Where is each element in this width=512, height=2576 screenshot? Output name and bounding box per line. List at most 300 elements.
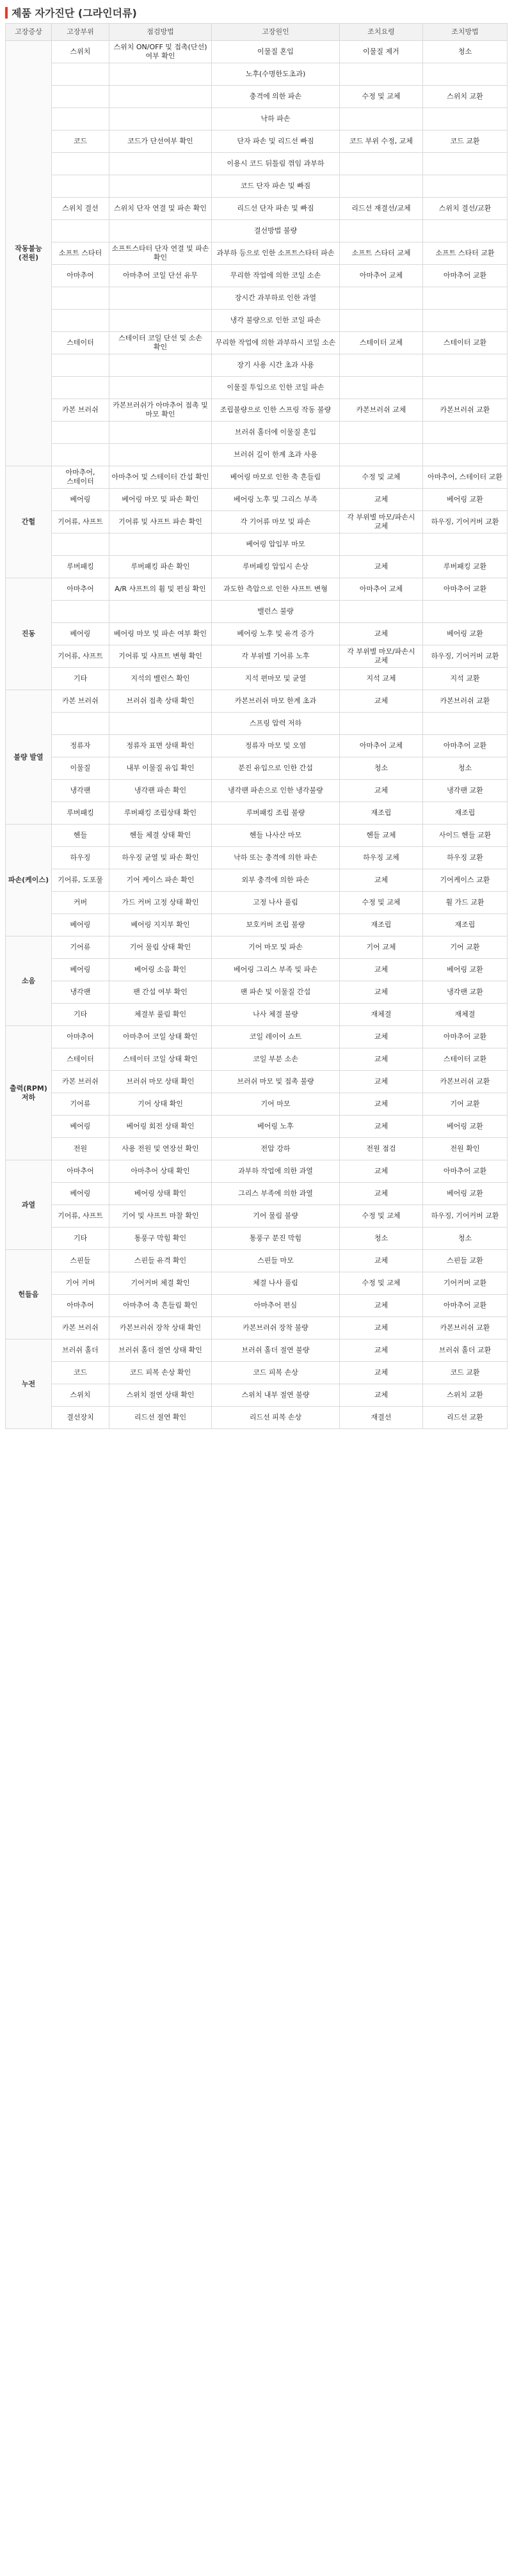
cell-action-method — [423, 354, 508, 377]
cell-action-guide: 교체 — [340, 1093, 423, 1116]
cell-check — [109, 86, 212, 108]
cell-check: 기어 케이스 파손 확인 — [109, 869, 212, 892]
cell-cause: 과부하 작업에 의한 과열 — [212, 1160, 340, 1183]
cell-action-guide — [340, 310, 423, 332]
cell-part: 베어링 — [52, 623, 109, 645]
cell-part — [52, 175, 109, 198]
cell-part — [52, 108, 109, 130]
cell-action-method: 카본브러쉬 교환 — [423, 690, 508, 713]
cell-cause: 카본브러쉬 마모 한계 초과 — [212, 690, 340, 713]
cell-action-guide: 카본브러쉬 교체 — [340, 399, 423, 422]
table-row — [6, 1048, 508, 1071]
cell-cause: 스핀들 마모 — [212, 1250, 340, 1272]
table-row — [6, 914, 508, 936]
cell-part: 하우징 — [52, 847, 109, 869]
cell-action-method: 베어링 교환 — [423, 1183, 508, 1205]
cell-action-method: 지석 교환 — [423, 668, 508, 690]
cell-action-guide: 전원 점검 — [340, 1138, 423, 1160]
cell-cause: 나사 체결 불량 — [212, 1004, 340, 1026]
cell-action-guide: 수정 및 교체 — [340, 1272, 423, 1295]
cell-action-guide: 소프트 스타터 교체 — [340, 242, 423, 265]
title-accent-bar — [5, 7, 8, 19]
cell-cause: 냉각팬 파손으로 인한 냉각불량 — [212, 780, 340, 802]
cell-check: 베어링 마모 및 파손 여부 확인 — [109, 623, 212, 645]
cell-part — [52, 220, 109, 242]
cell-action-method — [423, 287, 508, 310]
cell-check: 가드 커버 고정 상태 확인 — [109, 892, 212, 914]
table-row — [6, 41, 508, 63]
cell-check — [109, 422, 212, 444]
cell-check: 베어링 소음 확인 — [109, 959, 212, 981]
cell-part: 아마추어 — [52, 1295, 109, 1317]
cell-cause: 리드선 단자 파손 및 빠짐 — [212, 198, 340, 220]
cell-part: 베어링 — [52, 914, 109, 936]
table-body — [6, 41, 508, 1429]
cell-check: 아마추어 코일 단선 유무 — [109, 265, 212, 287]
cell-symptom: 불량 발열 — [6, 690, 52, 825]
cell-action-guide: 수정 및 교체 — [340, 466, 423, 489]
cell-action-guide: 교체 — [340, 1048, 423, 1071]
cell-part: 전원 — [52, 1138, 109, 1160]
cell-action-method: 하우징, 기어커버 교환 — [423, 511, 508, 533]
cell-check: 사용 전원 및 연장선 확인 — [109, 1138, 212, 1160]
cell-cause: 전압 강하 — [212, 1138, 340, 1160]
table-row — [6, 287, 508, 310]
cell-action-method: 기어케이스 교환 — [423, 869, 508, 892]
table-row — [6, 1138, 508, 1160]
cell-action-method: 기어커버 교환 — [423, 1272, 508, 1295]
cell-check: 통풍구 막힘 확인 — [109, 1228, 212, 1250]
cell-part: 카본 브러쉬 — [52, 1071, 109, 1093]
cell-cause: 과도한 측압으로 인한 샤프트 변형 — [212, 578, 340, 601]
cell-check: 브러쉬 마모 상태 확인 — [109, 1071, 212, 1093]
cell-check — [109, 601, 212, 623]
cell-cause: 노후(수명한도초과) — [212, 63, 340, 86]
cell-check: 아마추어 축 흔들림 확인 — [109, 1295, 212, 1317]
cell-action-method: 베어링 교환 — [423, 959, 508, 981]
cell-cause: 체결 나사 풀림 — [212, 1272, 340, 1295]
cell-action-guide — [340, 287, 423, 310]
cell-part: 카본 브러쉬 — [52, 690, 109, 713]
cell-action-method: 베어링 교환 — [423, 489, 508, 511]
header-check: 점검방법 — [109, 24, 212, 41]
cell-check: 스핀들 유격 확인 — [109, 1250, 212, 1272]
table-row — [6, 578, 508, 601]
table-row — [6, 1250, 508, 1272]
cell-check: 지석의 밸런스 확인 — [109, 668, 212, 690]
cell-part: 아마추어 — [52, 578, 109, 601]
cell-check: 스위치 절연 상태 확인 — [109, 1384, 212, 1407]
cell-action-guide: 교체 — [340, 489, 423, 511]
cell-cause: 낙하 파손 — [212, 108, 340, 130]
cell-part: 스테이터 — [52, 332, 109, 354]
cell-cause: 이물질 혼입 — [212, 41, 340, 63]
table-row — [6, 757, 508, 780]
cell-action-guide: 교체 — [340, 1317, 423, 1339]
table-row — [6, 1407, 508, 1429]
cell-part: 기어류 — [52, 936, 109, 959]
cell-cause: 밸런스 불량 — [212, 601, 340, 623]
cell-check — [109, 220, 212, 242]
cell-check: 루버패킹 조립상태 확인 — [109, 802, 212, 825]
cell-check: 베어링 회전 상태 확인 — [109, 1116, 212, 1138]
table-row — [6, 645, 508, 668]
table-row — [6, 63, 508, 86]
table-row — [6, 780, 508, 802]
cell-action-guide: 아마추어 교체 — [340, 735, 423, 757]
cell-check: 정류자 표면 상태 확인 — [109, 735, 212, 757]
cell-action-guide: 리드선 재결선/교체 — [340, 198, 423, 220]
cell-cause: 브러쉬 마모 및 접촉 불량 — [212, 1071, 340, 1093]
cell-part: 이물질 — [52, 757, 109, 780]
cell-cause: 코드 단자 파손 및 빠짐 — [212, 175, 340, 198]
cell-action-guide: 아마추어 교체 — [340, 578, 423, 601]
cell-action-method: 냉각팬 교환 — [423, 981, 508, 1004]
cell-part: 스위치 결선 — [52, 198, 109, 220]
cell-action-guide: 헨들 교체 — [340, 825, 423, 847]
cell-cause: 분진 유입으로 인한 간섭 — [212, 757, 340, 780]
cell-cause: 보호커버 조립 불량 — [212, 914, 340, 936]
table-row — [6, 533, 508, 556]
cell-action-method: 아마추어 교환 — [423, 1160, 508, 1183]
cell-part: 헨들 — [52, 825, 109, 847]
cell-part — [52, 713, 109, 735]
cell-action-method: 냉각팬 교환 — [423, 780, 508, 802]
cell-cause: 단자 파손 및 리드선 빠짐 — [212, 130, 340, 153]
cell-action-guide: 스테이터 교체 — [340, 332, 423, 354]
cell-action-guide — [340, 153, 423, 175]
cell-action-guide: 교체 — [340, 1071, 423, 1093]
cell-symptom: 누전 — [6, 1339, 52, 1429]
table-row — [6, 1026, 508, 1048]
cell-action-method: 하우징, 기어커버 교환 — [423, 645, 508, 668]
cell-cause: 스프링 압력 저하 — [212, 713, 340, 735]
cell-part: 스위치 — [52, 1384, 109, 1407]
cell-action-method — [423, 108, 508, 130]
cell-cause: 고정 나사 풀림 — [212, 892, 340, 914]
cell-part: 베어링 — [52, 959, 109, 981]
cell-action-method — [423, 63, 508, 86]
cell-part — [52, 63, 109, 86]
cell-action-guide: 교체 — [340, 690, 423, 713]
cell-cause: 냉각 불량으로 인한 코일 파손 — [212, 310, 340, 332]
cell-check — [109, 533, 212, 556]
cell-action-method: 코드 교환 — [423, 130, 508, 153]
cell-check: 소프트스타터 단자 연결 및 파손 확인 — [109, 242, 212, 265]
table-row — [6, 108, 508, 130]
cell-check: 스위치 ON/OFF 및 접촉(단선)여부 확인 — [109, 41, 212, 63]
cell-cause: 베어링 그리스 부족 및 파손 — [212, 959, 340, 981]
cell-action-guide: 지석 교체 — [340, 668, 423, 690]
cell-part: 베어링 — [52, 1183, 109, 1205]
cell-part — [52, 601, 109, 623]
cell-action-guide: 청소 — [340, 757, 423, 780]
cell-check — [109, 108, 212, 130]
table-row — [6, 892, 508, 914]
cell-part — [52, 354, 109, 377]
table-row — [6, 466, 508, 489]
cell-part: 스테이터 — [52, 1048, 109, 1071]
cell-cause: 카본브러쉬 장착 불량 — [212, 1317, 340, 1339]
cell-action-guide: 코드 부위 수정, 교체 — [340, 130, 423, 153]
cell-action-guide: 교체 — [340, 1384, 423, 1407]
cell-check: 루버패킹 파손 확인 — [109, 556, 212, 578]
cell-cause: 루버패킹 압입시 손상 — [212, 556, 340, 578]
cell-part — [52, 86, 109, 108]
table-row — [6, 1228, 508, 1250]
table-header — [6, 24, 508, 41]
cell-part: 루버패킹 — [52, 556, 109, 578]
cell-action-method: 스위치 교환 — [423, 1384, 508, 1407]
cell-part: 베어링 — [52, 1116, 109, 1138]
cell-action-method: 아마추어 교환 — [423, 1026, 508, 1048]
header-cause: 고장원인 — [212, 24, 340, 41]
cell-action-method: 루버패킹 교환 — [423, 556, 508, 578]
cell-action-guide — [340, 220, 423, 242]
table-row — [6, 1384, 508, 1407]
cell-symptom: 작동불능(전원) — [6, 41, 52, 466]
cell-check: 아마추어 및 스테이터 간섭 확인 — [109, 466, 212, 489]
cell-action-method — [423, 175, 508, 198]
cell-cause: 브러쉬 홀더에 이물질 혼입 — [212, 422, 340, 444]
cell-action-guide: 교체 — [340, 1160, 423, 1183]
cell-action-guide — [340, 63, 423, 86]
table-row — [6, 86, 508, 108]
cell-check: 헨들 체결 상태 확인 — [109, 825, 212, 847]
cell-action-guide — [340, 601, 423, 623]
cell-action-method: 베어링 교환 — [423, 623, 508, 645]
cell-action-guide — [340, 108, 423, 130]
cell-check: 카본브러쉬 장착 상태 확인 — [109, 1317, 212, 1339]
cell-part: 스위치 — [52, 41, 109, 63]
page-title: 제품 자가진단 (그라인더류) — [12, 7, 137, 19]
cell-action-guide — [340, 354, 423, 377]
cell-part: 냉각팬 — [52, 780, 109, 802]
cell-part — [52, 153, 109, 175]
cell-action-guide: 교체 — [340, 869, 423, 892]
cell-action-guide — [340, 175, 423, 198]
cell-action-method: 카본브러쉬 교환 — [423, 1317, 508, 1339]
cell-part — [52, 422, 109, 444]
cell-check: 아마추어 상태 확인 — [109, 1160, 212, 1183]
cell-cause: 각 부위별 기어류 노후 — [212, 645, 340, 668]
table-row — [6, 668, 508, 690]
cell-cause: 베어링 노후 및 그리스 부족 — [212, 489, 340, 511]
cell-cause: 스위치 내부 절연 불량 — [212, 1384, 340, 1407]
cell-part: 기어류, 도포물 — [52, 869, 109, 892]
table-row — [6, 489, 508, 511]
cell-check: 기어커버 체결 확인 — [109, 1272, 212, 1295]
cell-part: 정류자 — [52, 735, 109, 757]
cell-check — [109, 354, 212, 377]
cell-action-method: 스테이터 교환 — [423, 1048, 508, 1071]
cell-cause: 그리스 부족에 의한 과열 — [212, 1183, 340, 1205]
cell-cause: 장기 사용 시간 초과 사용 — [212, 354, 340, 377]
cell-cause: 헨들 나사산 마모 — [212, 825, 340, 847]
table-row — [6, 936, 508, 959]
cell-cause: 베어링 압입부 마모 — [212, 533, 340, 556]
cell-action-method — [423, 377, 508, 399]
cell-cause: 코일 레이어 쇼트 — [212, 1026, 340, 1048]
cell-action-guide: 교체 — [340, 780, 423, 802]
cell-action-method: 소프트 스타터 교환 — [423, 242, 508, 265]
cell-cause: 리드선 피복 손상 — [212, 1407, 340, 1429]
cell-action-method: 사이드 헨들 교환 — [423, 825, 508, 847]
cell-action-guide: 교체 — [340, 1295, 423, 1317]
table-row — [6, 1160, 508, 1183]
cell-check: 코드가 단선여부 확인 — [109, 130, 212, 153]
cell-part — [52, 533, 109, 556]
cell-action-method — [423, 310, 508, 332]
cell-symptom: 과열 — [6, 1160, 52, 1250]
cell-part: 기타 — [52, 1228, 109, 1250]
cell-check: 베어링 마모 및 파손 확인 — [109, 489, 212, 511]
table-row — [6, 1205, 508, 1228]
cell-action-guide — [340, 422, 423, 444]
table-row — [6, 310, 508, 332]
cell-action-method — [423, 601, 508, 623]
table-row — [6, 242, 508, 265]
cell-cause: 베어링 마모로 인한 축 흔들림 — [212, 466, 340, 489]
cell-cause: 충격에 의한 파손 — [212, 86, 340, 108]
cell-action-guide: 교체 — [340, 1339, 423, 1362]
cell-check — [109, 63, 212, 86]
cell-action-method — [423, 153, 508, 175]
cell-action-method: 하우징, 기어커버 교환 — [423, 1205, 508, 1228]
cell-action-method: 아마추어 교환 — [423, 735, 508, 757]
cell-part: 결선장치 — [52, 1407, 109, 1429]
header-part: 고장부위 — [52, 24, 109, 41]
cell-cause: 지석 편마모 및 균열 — [212, 668, 340, 690]
cell-action-guide: 교체 — [340, 981, 423, 1004]
cell-cause: 기어 물림 불량 — [212, 1205, 340, 1228]
cell-symptom: 헌들음 — [6, 1250, 52, 1339]
cell-part: 커버 — [52, 892, 109, 914]
cell-action-guide: 재체결 — [340, 1004, 423, 1026]
table-row — [6, 332, 508, 354]
cell-action-guide: 청소 — [340, 1228, 423, 1250]
cell-cause: 이물질 투입으로 인한 코일 파손 — [212, 377, 340, 399]
cell-action-guide: 각 부위별 마모/파손시 교체 — [340, 511, 423, 533]
cell-part: 아마추어 — [52, 265, 109, 287]
cell-symptom: 간헐 — [6, 466, 52, 578]
cell-action-method — [423, 444, 508, 466]
cell-action-guide — [340, 533, 423, 556]
table-row — [6, 377, 508, 399]
cell-action-guide: 수정 및 교체 — [340, 1205, 423, 1228]
cell-action-guide: 교체 — [340, 556, 423, 578]
cell-part: 소프트 스타터 — [52, 242, 109, 265]
table-row — [6, 153, 508, 175]
cell-check: 리드선 절연 확인 — [109, 1407, 212, 1429]
cell-action-method: 청소 — [423, 757, 508, 780]
table-row — [6, 1272, 508, 1295]
cell-action-method — [423, 220, 508, 242]
cell-action-guide: 교체 — [340, 1250, 423, 1272]
cell-action-guide: 재조립 — [340, 802, 423, 825]
cell-action-guide: 수정 및 교체 — [340, 892, 423, 914]
cell-action-method: 코드 교환 — [423, 1362, 508, 1384]
table-row — [6, 444, 508, 466]
cell-cause: 아마추어 편심 — [212, 1295, 340, 1317]
cell-action-method: 카본브러쉬 교환 — [423, 399, 508, 422]
cell-cause: 베어링 노후 및 유격 증가 — [212, 623, 340, 645]
cell-check: 기어류 및 샤프트 변형 확인 — [109, 645, 212, 668]
cell-cause: 과부하 등으로 인한 소프트스타터 파손 — [212, 242, 340, 265]
table-row — [6, 1295, 508, 1317]
cell-action-guide: 교체 — [340, 623, 423, 645]
cell-cause: 무리한 작업에 의한 코일 소손 — [212, 265, 340, 287]
cell-check: 냉각팬 파손 확인 — [109, 780, 212, 802]
cell-action-method: 전원 확인 — [423, 1138, 508, 1160]
table-row — [6, 354, 508, 377]
cell-cause: 브러쉬 홀더 절연 불량 — [212, 1339, 340, 1362]
cell-symptom: 파손(케이스) — [6, 825, 52, 936]
cell-check: 스위치 단자 연결 및 파손 확인 — [109, 198, 212, 220]
cell-action-guide: 각 부위별 마모/파손시 교체 — [340, 645, 423, 668]
cell-symptom: 진동 — [6, 578, 52, 690]
cell-action-guide: 하우징 교체 — [340, 847, 423, 869]
cell-cause: 무리한 작업에 의한 과부하시 코일 소손 — [212, 332, 340, 354]
cell-cause: 조립불량으로 인한 스프링 작동 불량 — [212, 399, 340, 422]
cell-action-method: 재조립 — [423, 802, 508, 825]
cell-action-method: 아마추어 교환 — [423, 1295, 508, 1317]
table-row — [6, 847, 508, 869]
cell-action-method: 휠 가드 교환 — [423, 892, 508, 914]
cell-action-guide: 재결선 — [340, 1407, 423, 1429]
cell-action-method: 아마추어 교환 — [423, 265, 508, 287]
table-row — [6, 735, 508, 757]
table-row — [6, 399, 508, 422]
cell-check — [109, 175, 212, 198]
cell-part: 기타 — [52, 1004, 109, 1026]
table-row — [6, 1317, 508, 1339]
table-row — [6, 130, 508, 153]
cell-cause: 기어 마모 및 파손 — [212, 936, 340, 959]
cell-check: 기어 상태 확인 — [109, 1093, 212, 1116]
table-row — [6, 220, 508, 242]
table-row — [6, 1004, 508, 1026]
cell-action-method: 하우징 교환 — [423, 847, 508, 869]
cell-action-guide: 수정 및 교체 — [340, 86, 423, 108]
cell-action-method: 스위치 교환 — [423, 86, 508, 108]
cell-part: 코드 — [52, 130, 109, 153]
cell-check: 팬 간섭 여부 확인 — [109, 981, 212, 1004]
cell-cause: 기어 마모 — [212, 1093, 340, 1116]
cell-part: 아마추어 — [52, 1026, 109, 1048]
table-row — [6, 198, 508, 220]
cell-check: 베어링 지지부 확인 — [109, 914, 212, 936]
cell-check: 기어 물림 상태 확인 — [109, 936, 212, 959]
cell-symptom: 소음 — [6, 936, 52, 1026]
cell-action-method: 스위치 결선/교환 — [423, 198, 508, 220]
cell-check — [109, 310, 212, 332]
cell-action-guide: 아마추어 교체 — [340, 265, 423, 287]
table-row — [6, 601, 508, 623]
table-row — [6, 1183, 508, 1205]
cell-action-method: 청소 — [423, 1228, 508, 1250]
cell-action-guide: 재조립 — [340, 914, 423, 936]
cell-check: 코드 피복 손상 확인 — [109, 1362, 212, 1384]
table-row — [6, 265, 508, 287]
cell-part: 아마추어 — [52, 1160, 109, 1183]
cell-part — [52, 444, 109, 466]
cell-action-method: 브러쉬 홀더 교환 — [423, 1339, 508, 1362]
header-action-guide: 조치요령 — [340, 24, 423, 41]
cell-action-guide: 교체 — [340, 959, 423, 981]
cell-cause: 각 기어류 마모 및 파손 — [212, 511, 340, 533]
cell-part: 기어류 — [52, 1093, 109, 1116]
